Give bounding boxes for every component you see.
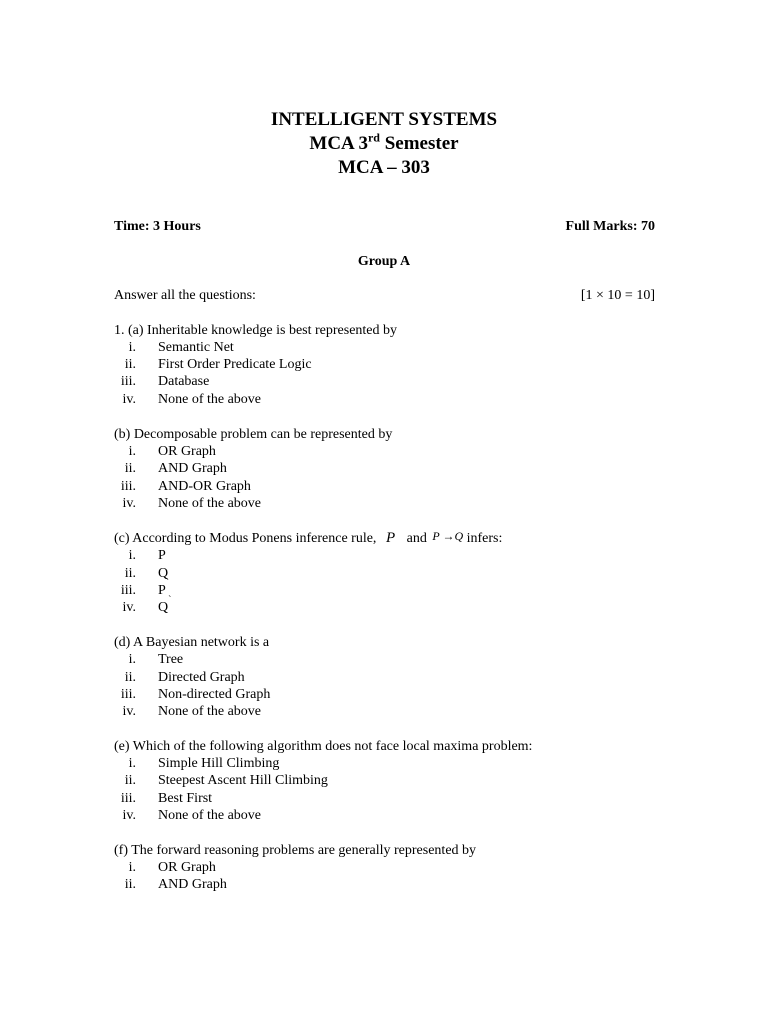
option <box>114 495 262 512</box>
instruction-marks: [1 × 10 = 10] <box>580 288 655 303</box>
option <box>114 478 251 495</box>
question-stem: 1. (a) Inheritable knowledge is best represented by <box>114 323 398 338</box>
option-number: i. <box>128 860 136 875</box>
option-number: iv. <box>122 808 136 823</box>
option-number: iv. <box>122 392 136 407</box>
semester-suffix: Semester <box>379 133 459 154</box>
question-stem-modus-ponens <box>114 530 502 547</box>
option <box>114 339 234 356</box>
option-number: ii. <box>124 357 136 372</box>
option <box>114 686 271 703</box>
option-number: iii. <box>120 479 136 494</box>
time-allowed: Time: 3 Hours <box>114 219 201 234</box>
math-implication: P →Q <box>432 529 464 543</box>
question-stem: (b) Decomposable problem can be represented by <box>114 427 393 442</box>
option-text: None of the above <box>158 392 262 407</box>
option-text: Directed Graph <box>158 670 245 685</box>
question-stem: (d) A Bayesian network is a <box>114 635 270 650</box>
option-text: AND-OR Graph <box>158 479 251 494</box>
stem-end: infers: <box>466 531 503 546</box>
option-text: Q <box>158 566 169 581</box>
option-number: ii. <box>124 566 136 581</box>
full-marks: Full Marks: 70 <box>565 219 655 234</box>
math-p: P <box>385 530 396 546</box>
option <box>114 703 262 720</box>
option-number: iii. <box>120 791 136 806</box>
option-number: iv. <box>122 704 136 719</box>
option <box>114 755 280 772</box>
option-number: iv. <box>122 496 136 511</box>
option-text: AND Graph <box>158 461 227 476</box>
option-text: P <box>158 548 166 563</box>
option-text: None of the above <box>158 808 262 823</box>
option-text: AND Graph <box>158 877 227 892</box>
option <box>114 443 216 460</box>
option-number: i. <box>128 756 136 771</box>
semester-line <box>0 132 768 156</box>
option-number: iii. <box>120 374 136 389</box>
option-text: OR Graph <box>158 444 216 459</box>
option <box>114 595 172 616</box>
course-code: MCA – 303 <box>338 157 430 178</box>
option-number: iii. <box>120 583 136 598</box>
option-text: Semantic Net <box>158 340 234 355</box>
option-text: Tree <box>158 652 184 667</box>
option <box>114 859 216 876</box>
option-number: iii. <box>120 687 136 702</box>
option <box>114 807 262 824</box>
exam-title: INTELLIGENT SYSTEMS <box>270 109 498 130</box>
exam-meta <box>114 218 655 235</box>
option-text <box>158 595 172 617</box>
option <box>114 772 328 789</box>
option <box>114 373 210 390</box>
option-number: ii. <box>124 877 136 892</box>
instruction-text: Answer all the questions: <box>114 288 256 303</box>
stem-text: (c) According to Modus Ponens inference rule, <box>114 531 377 546</box>
stem-and: and <box>406 531 427 546</box>
question-stem: (e) Which of the following algorithm does not face local maxima problem: <box>114 739 533 754</box>
option <box>114 790 213 807</box>
prime-mark: ` <box>165 578 170 589</box>
semester-prefix: MCA 3 <box>309 133 368 154</box>
option-number: ii. <box>124 670 136 685</box>
option-text: Database <box>158 374 210 389</box>
option-text: Best First <box>158 791 213 806</box>
option-text: None of the above <box>158 704 262 719</box>
option-text: Steepest Ascent Hill Climbing <box>158 773 328 788</box>
option-number: iv. <box>122 600 136 615</box>
group-heading: Group A <box>357 254 411 269</box>
option-text: None of the above <box>158 496 262 511</box>
option-text: Simple Hill Climbing <box>158 756 280 771</box>
option-text: Non-directed Graph <box>158 687 271 702</box>
option <box>114 669 245 686</box>
option <box>114 356 312 373</box>
semester-superscript: rd <box>367 130 380 145</box>
instruction-line <box>114 287 655 304</box>
option-number: ii. <box>124 773 136 788</box>
option <box>114 578 170 599</box>
question-stem: (f) The forward reasoning problems are generally represented by <box>114 843 477 858</box>
option-number: i. <box>128 444 136 459</box>
option <box>114 876 227 893</box>
option-number: i. <box>128 548 136 563</box>
option-text-value: Q <box>158 600 169 615</box>
prime-mark: ` <box>168 595 172 606</box>
option-number: i. <box>128 652 136 667</box>
option <box>114 547 166 564</box>
option-text-value: P <box>158 583 166 598</box>
option <box>114 460 227 477</box>
option <box>114 391 262 408</box>
option <box>114 565 169 582</box>
option-text: OR Graph <box>158 860 216 875</box>
option-number: i. <box>128 340 136 355</box>
option-number: ii. <box>124 461 136 476</box>
option-text: First Order Predicate Logic <box>158 357 312 372</box>
option <box>114 651 184 668</box>
